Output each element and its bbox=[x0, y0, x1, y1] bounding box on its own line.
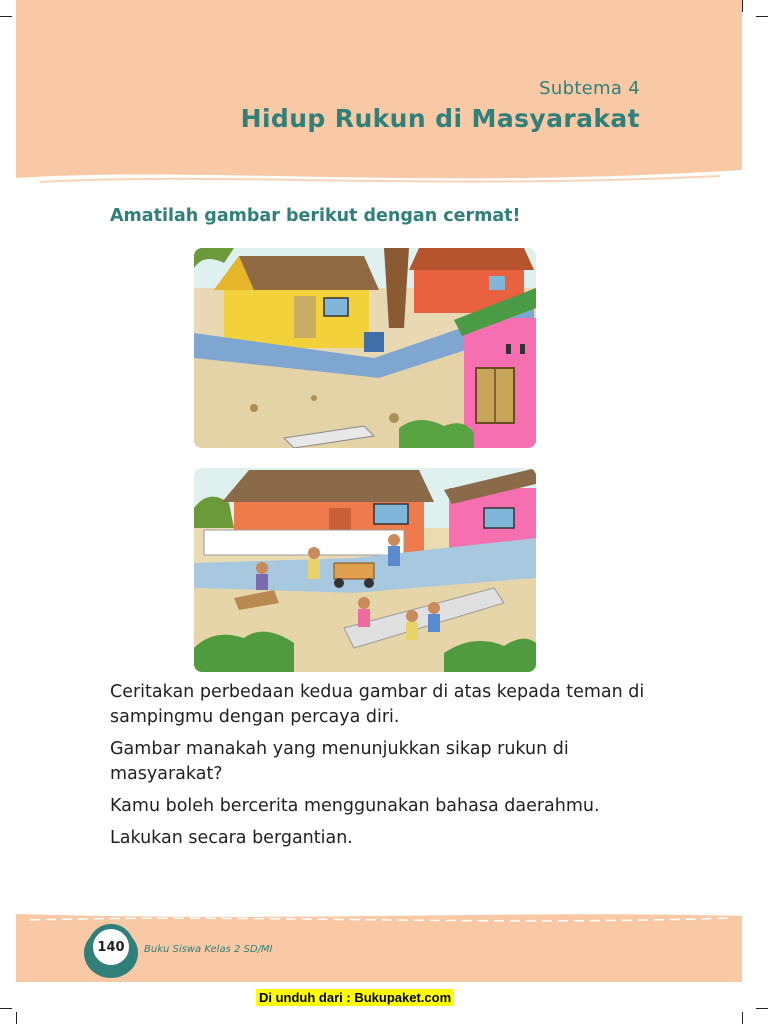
paragraph: Gambar manakah yang menunjukkan sikap rukun di masyarakat? bbox=[110, 739, 569, 784]
paragraph: Lakukan secara bergantian. bbox=[110, 828, 353, 848]
header-wave bbox=[0, 160, 768, 200]
book-title: Buku Siswa Kelas 2 SD/MI bbox=[144, 944, 273, 955]
crop-mark bbox=[0, 1008, 12, 1009]
crop-mark bbox=[756, 16, 768, 17]
crop-mark bbox=[742, 0, 743, 12]
subtheme-label: Subtema 4 bbox=[539, 78, 640, 99]
crop-mark bbox=[0, 16, 12, 17]
page-number: 140 bbox=[88, 924, 134, 970]
paragraph: Ceritakan perbedaan kedua gambar di atas kepada teman di sampingmu dengan percaya diri. bbox=[110, 682, 645, 727]
instruction-heading: Amatilah gambar berikut dengan cermat! bbox=[110, 206, 521, 226]
page-title: Hidup Rukun di Masyarakat bbox=[240, 104, 640, 133]
download-note[interactable]: Di unduh dari : Bukupaket.com bbox=[256, 989, 454, 1006]
illustration-messy-neighborhood bbox=[194, 248, 536, 448]
illustration-gotong-royong bbox=[194, 468, 536, 672]
crop-mark bbox=[756, 1008, 768, 1009]
paragraph: Kamu boleh bercerita menggunakan bahasa daerahmu. bbox=[110, 796, 600, 816]
crop-mark bbox=[742, 1012, 743, 1024]
crop-mark bbox=[16, 1012, 17, 1024]
body-text bbox=[110, 680, 670, 858]
